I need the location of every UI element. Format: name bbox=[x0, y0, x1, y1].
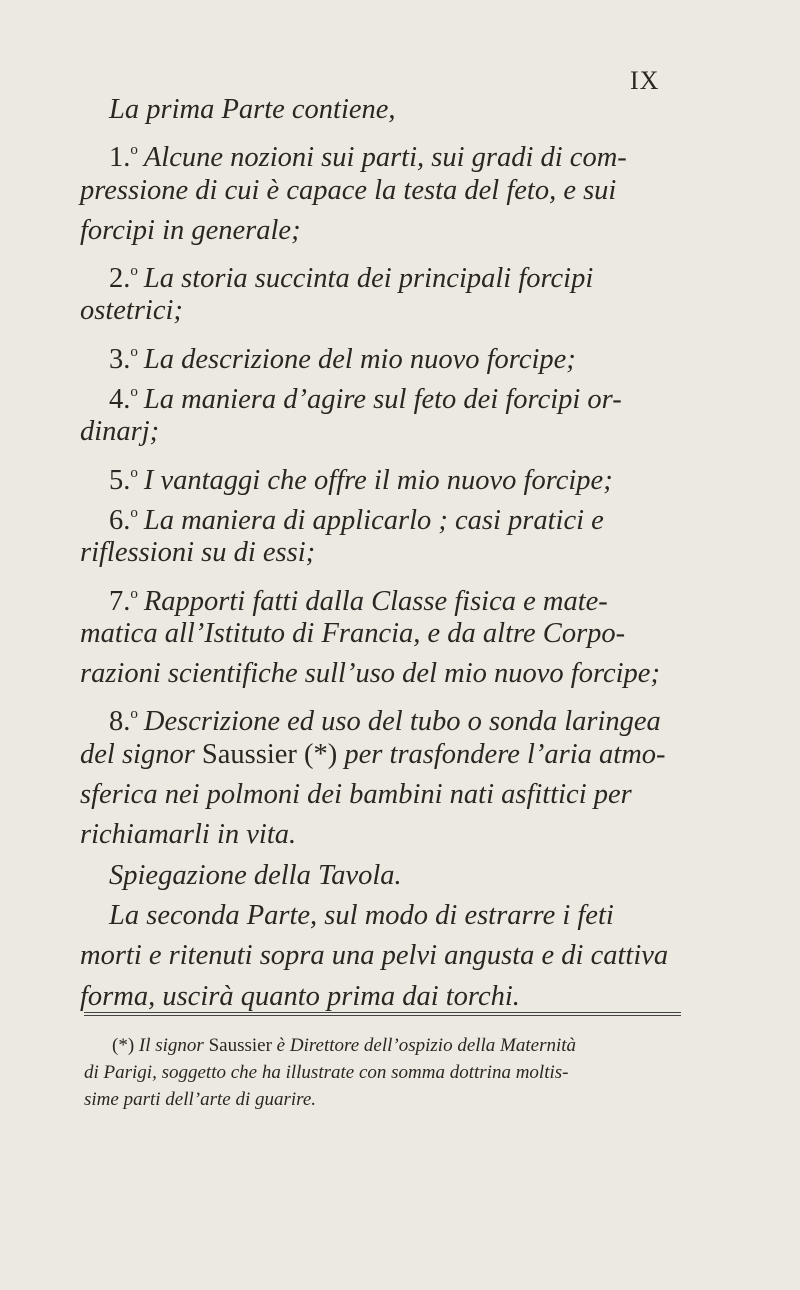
line-text: Rapporti fatti dalla Classe fisica e mate- bbox=[143, 585, 608, 617]
line-text: per trasfondere l’aria atmo- bbox=[337, 738, 666, 770]
line-text: di Parigi, soggetto che ha illustrate con somma dottrina moltis- bbox=[84, 1062, 569, 1083]
body-line bbox=[80, 977, 700, 1017]
body-line bbox=[80, 251, 700, 295]
footnote-line bbox=[84, 1032, 704, 1059]
line-text: Descrizione ed uso del tubo o sonda laringea bbox=[143, 706, 661, 738]
line-text: del signor bbox=[80, 738, 202, 770]
proper-name: Saussier bbox=[208, 1035, 272, 1056]
ordinal-mark: o bbox=[130, 142, 138, 159]
ordinal-mark: o bbox=[130, 263, 138, 280]
item-number: 1. bbox=[109, 142, 131, 174]
line-text: forcipi in generale; bbox=[80, 214, 301, 246]
body-line bbox=[80, 815, 700, 855]
item-number: 2. bbox=[109, 263, 131, 295]
line-text: sime parti dell’arte di guarire. bbox=[84, 1089, 317, 1110]
body-line bbox=[80, 171, 700, 211]
line-text: La prima Parte contiene, bbox=[109, 94, 396, 125]
ordinal-mark: o bbox=[130, 464, 138, 481]
body-line bbox=[80, 694, 700, 738]
body-line bbox=[80, 291, 700, 331]
line-text: pressione di cui è capace la testa del feto, e sui bbox=[80, 174, 617, 206]
line-text: La seconda Parte, sul modo di estrarre i feti bbox=[109, 899, 614, 931]
item-number: 4. bbox=[109, 384, 131, 416]
line-text: è Direttore dell’ospizio della Maternità bbox=[271, 1035, 577, 1056]
line-text: La descrizione del mio nuovo forcipe; bbox=[143, 343, 576, 375]
body-line bbox=[80, 453, 700, 496]
line-text: Alcune nozioni sui parti, sui gradi di com- bbox=[143, 142, 627, 174]
footnote-line bbox=[84, 1086, 704, 1113]
body-line bbox=[80, 775, 700, 815]
item-number: 8. bbox=[109, 706, 131, 738]
line-text: sferica nei polmoni dei bambini nati asfittici per bbox=[80, 779, 632, 811]
body-line bbox=[80, 90, 700, 130]
line-text: La maniera di applicarlo ; casi pratici e bbox=[143, 504, 604, 536]
line-text: riflessioni su di essi; bbox=[80, 537, 316, 569]
footnote-line bbox=[84, 1059, 704, 1086]
body-line bbox=[80, 493, 700, 536]
body-line bbox=[80, 654, 700, 694]
line-text: matica all’Istituto di Francia, e da altre Corpo- bbox=[80, 617, 626, 649]
body-line bbox=[80, 735, 700, 775]
line-text: I vantaggi che offre il mio nuovo forcipe; bbox=[143, 464, 613, 496]
body-line bbox=[80, 574, 700, 617]
ordinal-mark: o bbox=[130, 706, 138, 723]
footnote bbox=[84, 1032, 704, 1113]
line-text: Spiegazione della Tavola. bbox=[109, 859, 402, 891]
ordinal-mark: o bbox=[130, 343, 138, 360]
footnote-rule bbox=[84, 1012, 681, 1016]
body-line bbox=[80, 614, 700, 654]
line-text: La storia succinta dei principali forcipi bbox=[143, 263, 594, 295]
body-line bbox=[80, 856, 700, 896]
line-text: forma, uscirà quanto prima dai torchi. bbox=[80, 980, 520, 1012]
item-number: 5. bbox=[109, 464, 131, 496]
line-text: richiamarli in vita. bbox=[80, 819, 297, 851]
body-line bbox=[80, 332, 700, 375]
body-line bbox=[80, 533, 700, 573]
item-number: 6. bbox=[109, 504, 131, 536]
line-text: dinarj; bbox=[80, 416, 160, 448]
ordinal-mark: o bbox=[130, 384, 138, 401]
line-text: ostetrici; bbox=[80, 295, 183, 327]
body-line bbox=[80, 372, 700, 416]
body-line bbox=[80, 936, 700, 976]
line-text: La maniera d’agire sul feto dei forcipi or- bbox=[143, 384, 622, 416]
body-line bbox=[80, 130, 700, 174]
ordinal-mark: o bbox=[130, 585, 138, 602]
body-line bbox=[80, 412, 700, 452]
proper-name: Saussier (*) bbox=[201, 738, 338, 770]
body-line bbox=[80, 211, 700, 251]
line-text: Il signor bbox=[134, 1035, 209, 1056]
table-of-contents-text bbox=[80, 90, 700, 1017]
page-number: IX bbox=[630, 66, 660, 95]
body-line bbox=[80, 896, 700, 936]
item-number: 7. bbox=[109, 585, 131, 617]
ordinal-mark: o bbox=[130, 504, 138, 521]
line-text: razioni scientifiche sull’uso del mio nuovo forcipe; bbox=[80, 658, 660, 690]
line-text: morti e ritenuti sopra una pelvi angusta e di cattiva bbox=[80, 940, 669, 972]
item-number: 3. bbox=[109, 343, 131, 375]
footnote-mark: (*) bbox=[112, 1035, 135, 1056]
